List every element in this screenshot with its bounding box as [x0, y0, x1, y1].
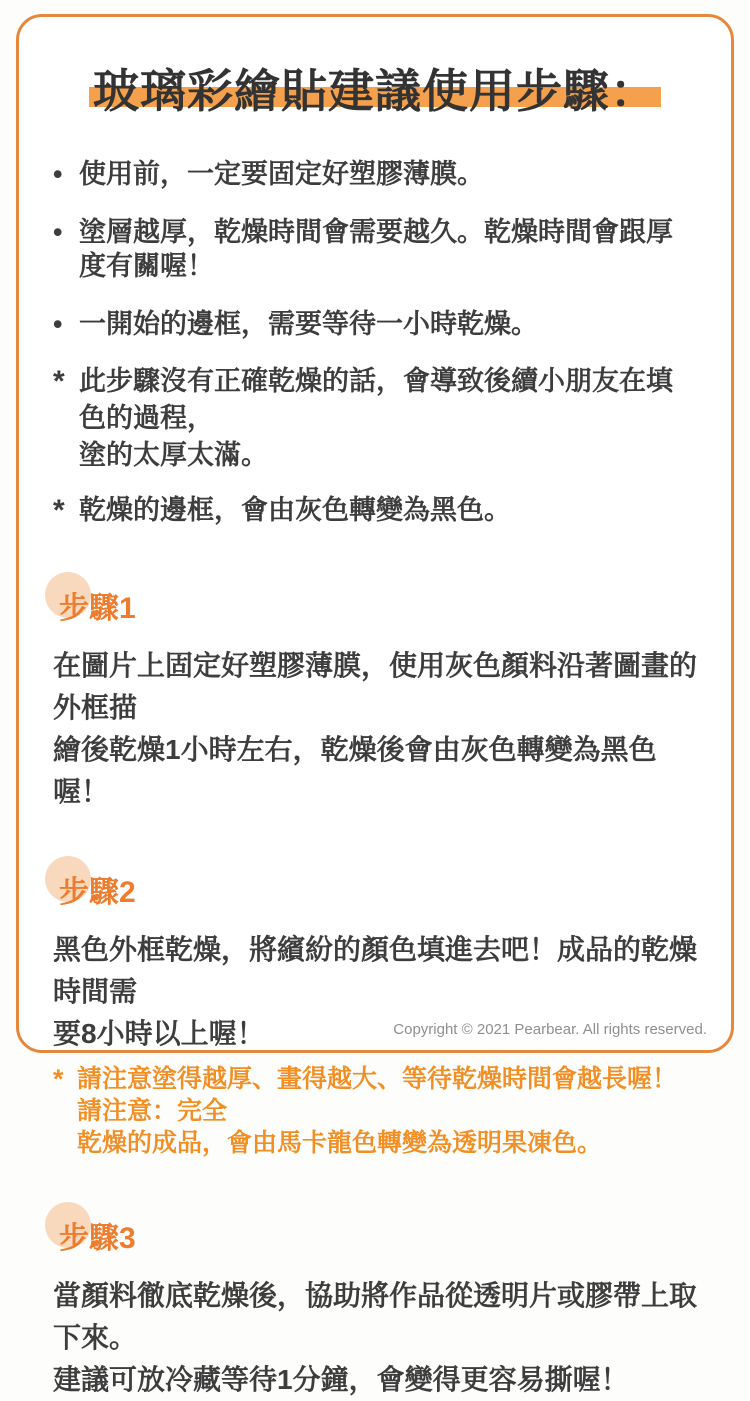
asterisk-note-text: 乾燥的邊框，會由灰色轉變為黑色。	[79, 495, 511, 525]
bullet-marker: •	[53, 159, 63, 189]
bullet-marker: •	[53, 217, 63, 247]
asterisk-note-1	[53, 363, 697, 474]
asterisk-marker: *	[53, 365, 65, 398]
page-title-highlight: 玻璃彩繪貼建議使用步驟：	[89, 65, 661, 117]
step-body-line: 建議可放冷藏等待1分鐘，會變得更容易撕喔！	[53, 1364, 629, 1395]
step-label-text: 步驟3	[59, 1222, 136, 1255]
asterisk-note-text	[79, 363, 697, 474]
bullet-marker: •	[53, 309, 63, 339]
step-label-text: 步驟1	[59, 592, 136, 625]
card-content	[19, 61, 731, 1401]
step-1-label	[59, 583, 136, 627]
step-body-line: 黑色外框乾燥，將繽紛的顏色填進去吧！成品的乾燥時間需	[53, 934, 698, 1007]
bullet-note-text: 一開始的邊框，需要等待一小時乾燥。	[79, 309, 538, 339]
warning-note-line: 請注意塗得越厚、畫得越大、等待乾燥時間會越長喔！請注意：完全	[77, 1065, 678, 1125]
bullet-note-3	[53, 307, 697, 341]
step-2-warning-note	[53, 1063, 697, 1159]
warning-note-text	[77, 1063, 697, 1159]
bullet-note-2	[53, 215, 697, 283]
step-3-body	[53, 1275, 697, 1401]
step-3-header	[59, 1213, 697, 1257]
bullet-note-text: 塗層越厚，乾燥時間會需要越久。乾燥時間會跟厚度有關喔！	[79, 217, 673, 281]
step-1-header	[59, 583, 697, 627]
asterisk-marker: *	[53, 494, 65, 527]
step-2-label	[59, 867, 136, 911]
step-3-label	[59, 1213, 136, 1257]
asterisk-note-line: 此步驟沒有正確乾燥的話，會導致後續小朋友在填色的過程，	[79, 366, 673, 433]
warning-note-line: 乾燥的成品，會由馬卡龍色轉變為透明果凍色。	[77, 1129, 603, 1157]
step-body-line: 要8小時以上喔！	[53, 1018, 265, 1049]
asterisk-note-2	[53, 492, 697, 529]
copyright-text: Copyright © 2021 Pearbear. All rights reserved.	[393, 1021, 707, 1038]
step-2-header	[59, 867, 697, 911]
step-label-text: 步驟2	[59, 876, 136, 909]
bullet-note-text: 使用前，一定要固定好塑膠薄膜。	[79, 159, 484, 189]
instruction-card	[16, 14, 734, 1395]
bullet-note-1	[53, 157, 697, 191]
step-body-line: 繪後乾燥1小時左右，乾燥後會由灰色轉變為黑色喔！	[53, 734, 657, 807]
step-body-line: 當顏料徹底乾燥後，協助將作品從透明片或膠帶上取下來。	[53, 1280, 698, 1353]
asterisk-note-line: 塗的太厚太滿。	[79, 440, 268, 470]
page-title	[53, 61, 697, 121]
asterisk-marker: *	[53, 1064, 64, 1094]
step-body-line: 在圖片上固定好塑膠薄膜，使用灰色顏料沿著圖畫的外框描	[53, 650, 698, 723]
step-1-body	[53, 645, 697, 813]
